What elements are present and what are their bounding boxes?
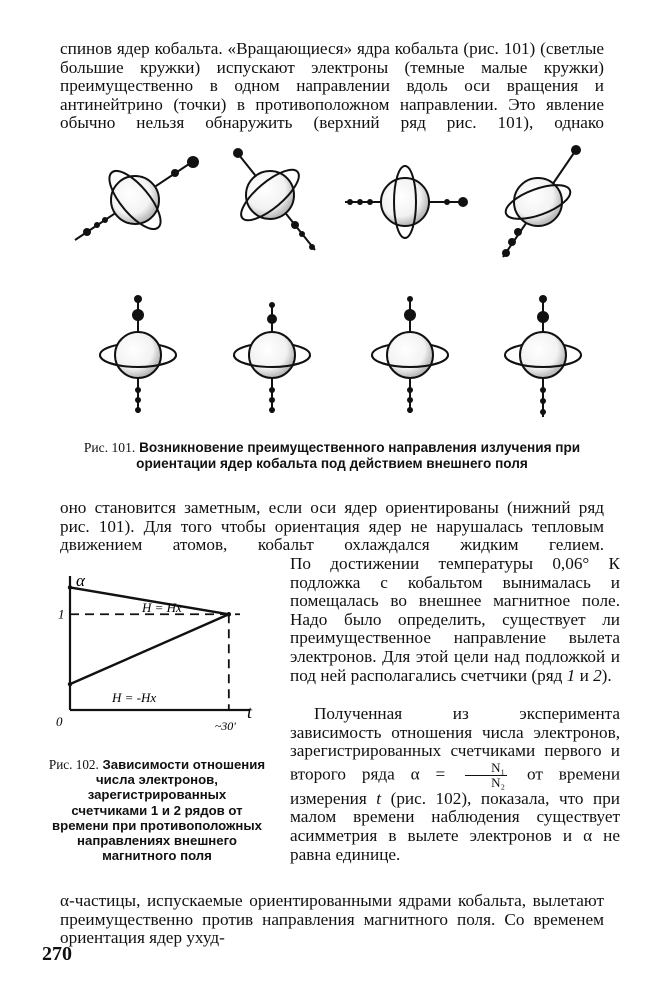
nucleus-bottom-1 [100, 295, 176, 413]
right-col2-text-a: Полученная из эксперимента зависимость отношения числа электронов, зарегистрированных счетчиками первого и второго ряда [290, 704, 620, 784]
y-axis-label: α [76, 571, 85, 590]
y-tick-label-1: 1 [58, 606, 65, 622]
figure-102-chart [50, 570, 268, 745]
nucleus-bottom-4 [505, 295, 581, 417]
data-point [68, 585, 72, 589]
x-tick-label-30: ~30' [214, 719, 236, 733]
alpha-fraction [465, 761, 507, 790]
time-variable: t [376, 788, 382, 808]
series-line-h-minus [70, 614, 229, 684]
right-column-para1 [290, 555, 620, 685]
data-point [227, 612, 231, 616]
row-2-number: 2 [593, 665, 602, 685]
chart-axes [70, 576, 250, 710]
fraction-numerator: N₁ [465, 761, 507, 776]
figure-102-caption-text: Зависимости отношения числа электронов, зарегистрированных счетчиками 1 и 2 рядов от времени при противоположных направлениях внешнего магнитного поля [52, 757, 266, 864]
fraction-denominator: N₂ [491, 774, 506, 790]
x-axis-label: t [247, 702, 253, 722]
nucleus-bottom-3 [372, 296, 448, 413]
nucleus-top-2 [233, 148, 315, 250]
from-word: от [527, 764, 543, 784]
right-col1-text: По достижении температуры 0,06° К подложка с кобальтом вынималась и помещалась во внешнее магнитное поле. Надо было определить, существует ли преимущественное направление вылета электронов. Для этой цели над подложкой и под ней располагались счетчики (ряд [290, 554, 620, 685]
right-col2-text-b: времени измерения [290, 764, 621, 808]
series-label-h-minus: H = -Hx [112, 690, 157, 705]
nucleus-bottom-2 [234, 302, 310, 413]
page-number: 270 [42, 943, 72, 965]
right-col1-and: и [575, 665, 594, 685]
figure-102-caption [48, 757, 266, 863]
nucleus-top-1 [75, 156, 199, 240]
figure-101-caption-text: Возникновение преимущественного направления излучения при ориентации ядер кобальта под действием внешнего поля [136, 440, 581, 471]
figure-102-label: Рис. 102. [48, 757, 99, 772]
row-1-number: 1 [566, 665, 576, 685]
bottom-paragraph: α-частицы, испускаемые ориентированными ядрами кобальта, вылетают преимущественно против направления магнитного поля. Со временем ориентация ядер ухуд- [60, 891, 604, 948]
figure-101-label: Рис. 101. [83, 440, 136, 455]
figure-101-diagram [60, 140, 604, 435]
middle-paragraph: оно становится заметным, если оси ядер ориентированы (нижний ряд рис. 101). Для того чтобы ориентация ядер не нарушалась тепловым движением атомов, кобальт охлаждался жидким гелием. [60, 498, 604, 555]
series-label-h-plus: H = Hx [142, 600, 182, 615]
top-paragraph: спинов ядер кобальта. «Вращающиеся» ядра кобальта (рис. 101) (светлые большие кружки) испускают электроны (темные малые кружки) преимущественно в одном направлении вдоль оси вращения и антинейтрино (точки) в противоположном направлении. Это явление обычно нельзя обнаружить (верхний ряд рис. 101), однако [60, 39, 604, 133]
right-col2-text-c: (рис. 102), показала, что при малом времени наблюдения существует асимметрия в вылете электронов и α не равна единице. [290, 788, 620, 864]
data-point [68, 682, 72, 686]
right-col1-end: ). [601, 665, 612, 685]
nucleus-top-4 [502, 145, 581, 257]
nucleus-top-3 [345, 166, 468, 238]
alpha-equation: α = [410, 764, 446, 784]
y-tick-label-0: 0 [56, 714, 63, 729]
figure-101-caption [60, 440, 604, 472]
right-column-para2 [290, 705, 620, 864]
